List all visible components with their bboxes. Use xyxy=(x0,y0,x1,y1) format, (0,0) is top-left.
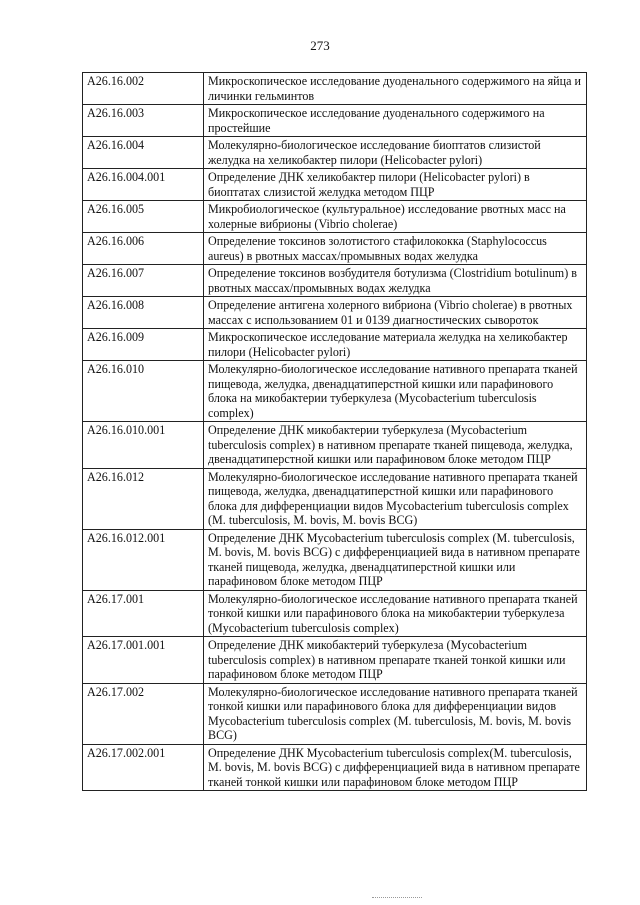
service-description-cell: Микроскопическое исследование материала желудка на хеликобактер пилори (Helicobacter pylori) xyxy=(204,329,587,361)
service-code-cell: A26.17.002.001 xyxy=(83,744,204,791)
service-code-cell: A26.16.010.001 xyxy=(83,422,204,469)
table-row xyxy=(83,590,587,637)
table-row xyxy=(83,683,587,744)
service-description-cell: Определение токсинов возбудителя ботулизма (Clostridium botulinum) в рвотных массах/промывных водах желудка xyxy=(204,265,587,297)
service-code-cell: A26.16.006 xyxy=(83,233,204,265)
table-row xyxy=(83,744,587,791)
service-description-cell: Определение ДНК хеликобактер пилори (Helicobacter pylori) в биоптатах слизистой желудка методом ПЦР xyxy=(204,169,587,201)
table-row xyxy=(83,529,587,590)
service-code-cell: A26.16.003 xyxy=(83,105,204,137)
service-description-cell: Молекулярно-биологическое исследование нативного препарата тканей пищевода, желудка, двенадцатиперстной кишки или парафинового блока для дифференциации видов Mycobacterium tuberculosis complex (M. tuberculosis, M. bovis, M. bovis BCG) xyxy=(204,468,587,529)
service-description-cell: Определение антигена холерного вибриона (Vibrio cholerae) в рвотных массах с использованием 01 и 0139 диагностических сывороток xyxy=(204,297,587,329)
service-codes-table xyxy=(82,72,587,791)
service-code-cell: A26.16.010 xyxy=(83,361,204,422)
service-description-cell: Микробиологическое (культуральное) исследование рвотных масс на холерные вибрионы (Vibrio cholerae) xyxy=(204,201,587,233)
table-row xyxy=(83,468,587,529)
service-code-cell: A26.16.004 xyxy=(83,137,204,169)
service-description-cell: Определение ДНК Mycobacterium tuberculosis complex (M. tuberculosis, M. bovis, M. bovis BCG) с дифференциацией вида в нативном препарате тканей пищевода, желудка, двенадцатиперстной кишки или парафиновом блоке методом ПЦР xyxy=(204,529,587,590)
service-description-cell: Молекулярно-биологическое исследование нативного препарата тканей тонкой кишки или парафинового блока для дифференциации видов Mycobacterium tuberculosis complex (M. tuberculosis, M. bovis, M. bovis BCG) xyxy=(204,683,587,744)
service-description-cell: Определение ДНК микобактерии туберкулеза (Mycobacterium tuberculosis complex) в нативном препарате тканей пищевода, желудка, двенадцатиперстной кишки или парафиновом блоке методом ПЦР xyxy=(204,422,587,469)
table-row xyxy=(83,361,587,422)
service-description-cell: Определение ДНК микобактерий туберкулеза (Mycobacterium tuberculosis complex) в нативном препарате тканей тонкой кишки или парафиновом блоке методом ПЦР xyxy=(204,637,587,684)
service-description-cell: Микроскопическое исследование дуоденального содержимого на яйца и личинки гельминтов xyxy=(204,73,587,105)
service-code-cell: A26.17.001.001 xyxy=(83,637,204,684)
service-code-cell: A26.17.001 xyxy=(83,590,204,637)
table-row xyxy=(83,73,587,105)
service-description-cell: Молекулярно-биологическое исследование нативного препарата тканей пищевода, желудка, двенадцатиперстной кишки или парафинового блока на микобактерии туберкулеза (Mycobacterium tuberculosis complex) xyxy=(204,361,587,422)
scan-artifact-line xyxy=(372,897,422,898)
service-code-cell: A26.16.007 xyxy=(83,265,204,297)
table-row xyxy=(83,233,587,265)
table-row xyxy=(83,297,587,329)
table-row xyxy=(83,105,587,137)
table-row xyxy=(83,169,587,201)
service-code-cell: A26.16.012.001 xyxy=(83,529,204,590)
service-code-cell: A26.16.004.001 xyxy=(83,169,204,201)
service-description-cell: Молекулярно-биологическое исследование нативного препарата тканей тонкой кишки или парафинового блока на микобактерии туберкулеза (Mycobacterium tuberculosis complex) xyxy=(204,590,587,637)
table-body xyxy=(83,73,587,791)
page-number: 273 xyxy=(310,38,330,53)
table-row xyxy=(83,265,587,297)
table-row xyxy=(83,137,587,169)
service-code-cell: A26.16.002 xyxy=(83,73,204,105)
service-code-cell: A26.16.009 xyxy=(83,329,204,361)
service-description-cell: Определение ДНК Mycobacterium tuberculosis complex(M. tuberculosis, M. bovis, M. bovis BCG) с дифференциацией вида в нативном препарате тканей тонкой кишки или парафиновом блоке методом ПЦР xyxy=(204,744,587,791)
table-row xyxy=(83,329,587,361)
table-row xyxy=(83,422,587,469)
table-row xyxy=(83,201,587,233)
table-row xyxy=(83,637,587,684)
service-code-cell: A26.16.008 xyxy=(83,297,204,329)
service-description-cell: Молекулярно-биологическое исследование биоптатов слизистой желудка на хеликобактер пилори (Helicobacter pylori) xyxy=(204,137,587,169)
service-code-cell: A26.16.012 xyxy=(83,468,204,529)
service-description-cell: Определение токсинов золотистого стафилококка (Staphylococcus aureus) в рвотных массах/промывных водах желудка xyxy=(204,233,587,265)
service-code-cell: A26.17.002 xyxy=(83,683,204,744)
service-code-cell: A26.16.005 xyxy=(83,201,204,233)
service-description-cell: Микроскопическое исследование дуоденального содержимого на простейшие xyxy=(204,105,587,137)
